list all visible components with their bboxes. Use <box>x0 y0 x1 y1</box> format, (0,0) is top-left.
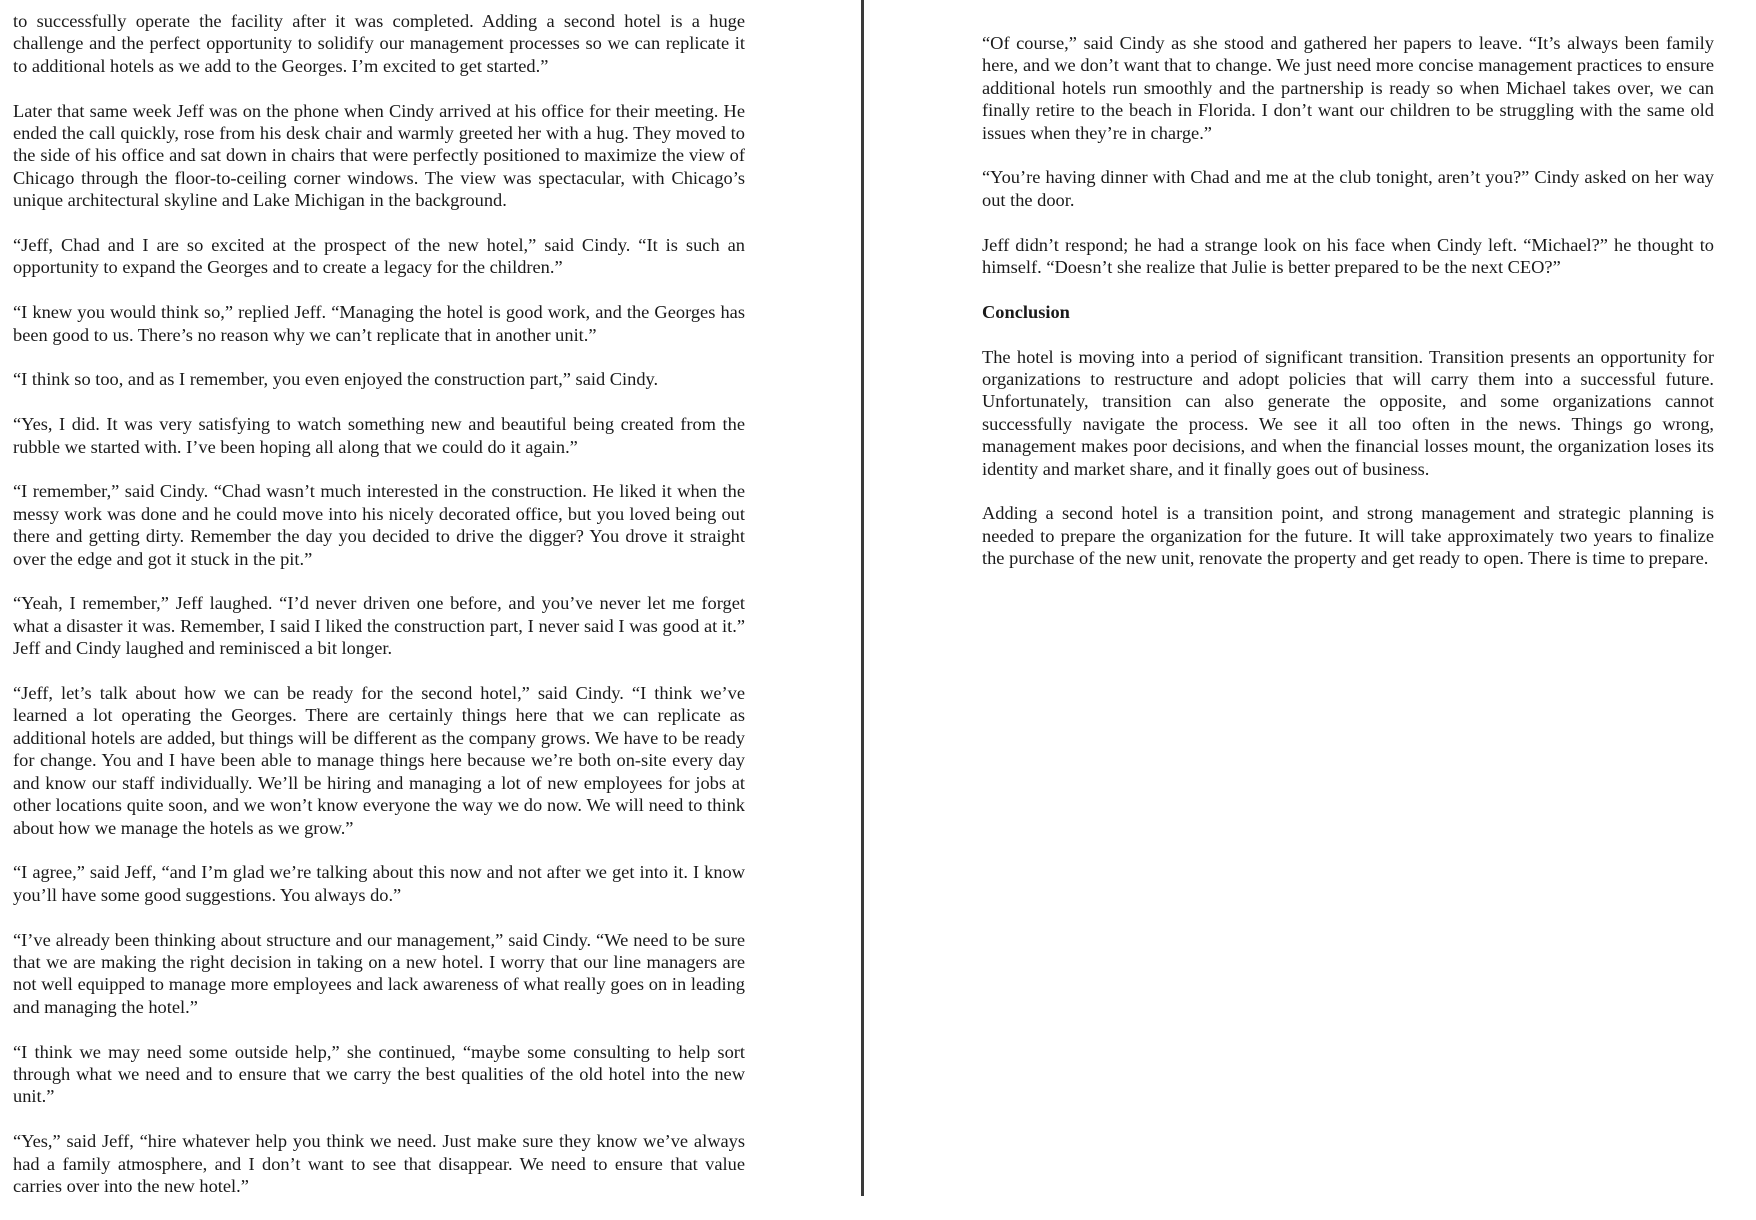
paragraph: “I think so too, and as I remember, you even enjoyed the construction part,” said Cindy. <box>13 369 659 390</box>
paragraph: “I remember,” said Cindy. “Chad wasn’t much interested in the construction. He liked it when the messy work was done and he could move into his nicely decorated office, but you loved being out there and getting dirty. Remember the day you decided to drive the digger? You drove it straight over the edge and got it stuck in the pit.” <box>13 481 745 569</box>
left-page <box>13 10 745 1220</box>
paragraph: “Of course,” said Cindy as she stood and gathered her papers to leave. “It’s always been family here, and we don’t want that to change. We just need more concise management practices to ensure additional hotels run smoothly and the partnership is ready so when Michael takes over, we can finally retire to the beach in Florida. I don’t want our children to be struggling with the same old issues when they’re in charge.” <box>982 33 1714 143</box>
page-divider <box>861 0 864 1196</box>
paragraph: “Yes,” said Jeff, “hire whatever help you think we need. Just make sure they know we’ve always had a family atmosphere, and I don’t want to see that disappear. We need to ensure that value carries over into the new hotel.” <box>13 1131 745 1196</box>
paragraph: “I agree,” said Jeff, “and I’m glad we’re talking about this now and not after we get into it. I know you’ll have some good suggestions. You always do.” <box>13 862 745 905</box>
paragraph: “Yeah, I remember,” Jeff laughed. “I’d never driven one before, and you’ve never let me forget what a disaster it was. Remember, I said I liked the construction part, I never said I was good at it.” Jeff and Cindy laughed and reminisced a bit longer. <box>13 593 745 659</box>
paragraph: “You’re having dinner with Chad and me at the club tonight, aren’t you?” Cindy asked on her way out the door. <box>982 167 1714 210</box>
paragraph: “I think we may need some outside help,” she continued, “maybe some consulting to help sort through what we need and to ensure that we carry the best qualities of the old hotel into the new unit.” <box>13 1041 745 1107</box>
paragraph: “Yes, I did. It was very satisfying to watch something new and beautiful being created from the rubble we started with. I’ve been hoping all along that we could do it again.” <box>13 414 745 457</box>
paragraph: “Jeff, Chad and I are so excited at the prospect of the new hotel,” said Cindy. “It is such an opportunity to expand the Georges and to create a legacy for the children.” <box>13 235 745 278</box>
paragraph: Adding a second hotel is a transition point, and strong management and strategic planning is needed to prepare the organization for the future. It will take approximately two years to finalize the purchase of the new unit, renovate the property and get ready to open. There is time to prepare. <box>982 503 1714 569</box>
paragraph: “I’ve already been thinking about structure and our management,” said Cindy. “We need to be sure that we are making the right decision in taking on a new hotel. I worry that our line managers are not well equipped to manage more employees and lack awareness of what really goes on in leading and managing the hotel.” <box>13 929 745 1017</box>
right-page <box>982 32 1714 592</box>
paragraph: to successfully operate the facility after it was completed. Adding a second hotel is a huge challenge and the perfect opportunity to solidify our management processes so we can replicate it to additional hotels as we add to the Georges. I’m excited to get started.” <box>13 11 745 76</box>
paragraph: “I knew you would think so,” replied Jeff. “Managing the hotel is good work, and the Georges has been good to us. There’s no reason why we can’t replicate that in another unit.” <box>13 302 745 345</box>
paragraph: Later that same week Jeff was on the phone when Cindy arrived at his office for their meeting. He ended the call quickly, rose from his desk chair and warmly greeted her with a hug. They moved to the side of his office and sat down in chairs that were perfectly positioned to maximize the view of Chicago through the floor-to-ceiling corner windows. The view was spectacular, with Chicago’s unique architectural skyline and Lake Michigan in the background. <box>13 100 745 211</box>
paragraph: The hotel is moving into a period of significant transition. Transition presents an opportunity for organizations to restructure and adopt policies that will carry them into a successful future. Unfortunately, transition can also generate the opposite, and some organizations cannot successfully navigate the process. We see it all too often in the news. Things go wrong, management makes poor decisions, and when the financial losses mount, the organization loses its identity and market share, and it finally goes out of business. <box>982 346 1714 479</box>
paragraph: Jeff didn’t respond; he had a strange look on his face when Cindy left. “Michael?” he thought to himself. “Doesn’t she realize that Julie is better prepared to be the next CEO?” <box>982 234 1714 278</box>
section-heading: Conclusion <box>982 301 1070 322</box>
paragraph: “Jeff, let’s talk about how we can be ready for the second hotel,” said Cindy. “I think we’ve learned a lot operating the Georges. There are certainly things here that we can replicate as additional hotels are added, but things will be different as the company grows. We have to be ready for change. You and I have been able to manage things here because we’re both on-site every day and know our staff individually. We’ll be hiring and managing a lot of new employees for jobs at other locations quite soon, and we won’t know everyone the way we do now. We will need to think about how we manage the hotels as we grow.” <box>13 683 745 838</box>
